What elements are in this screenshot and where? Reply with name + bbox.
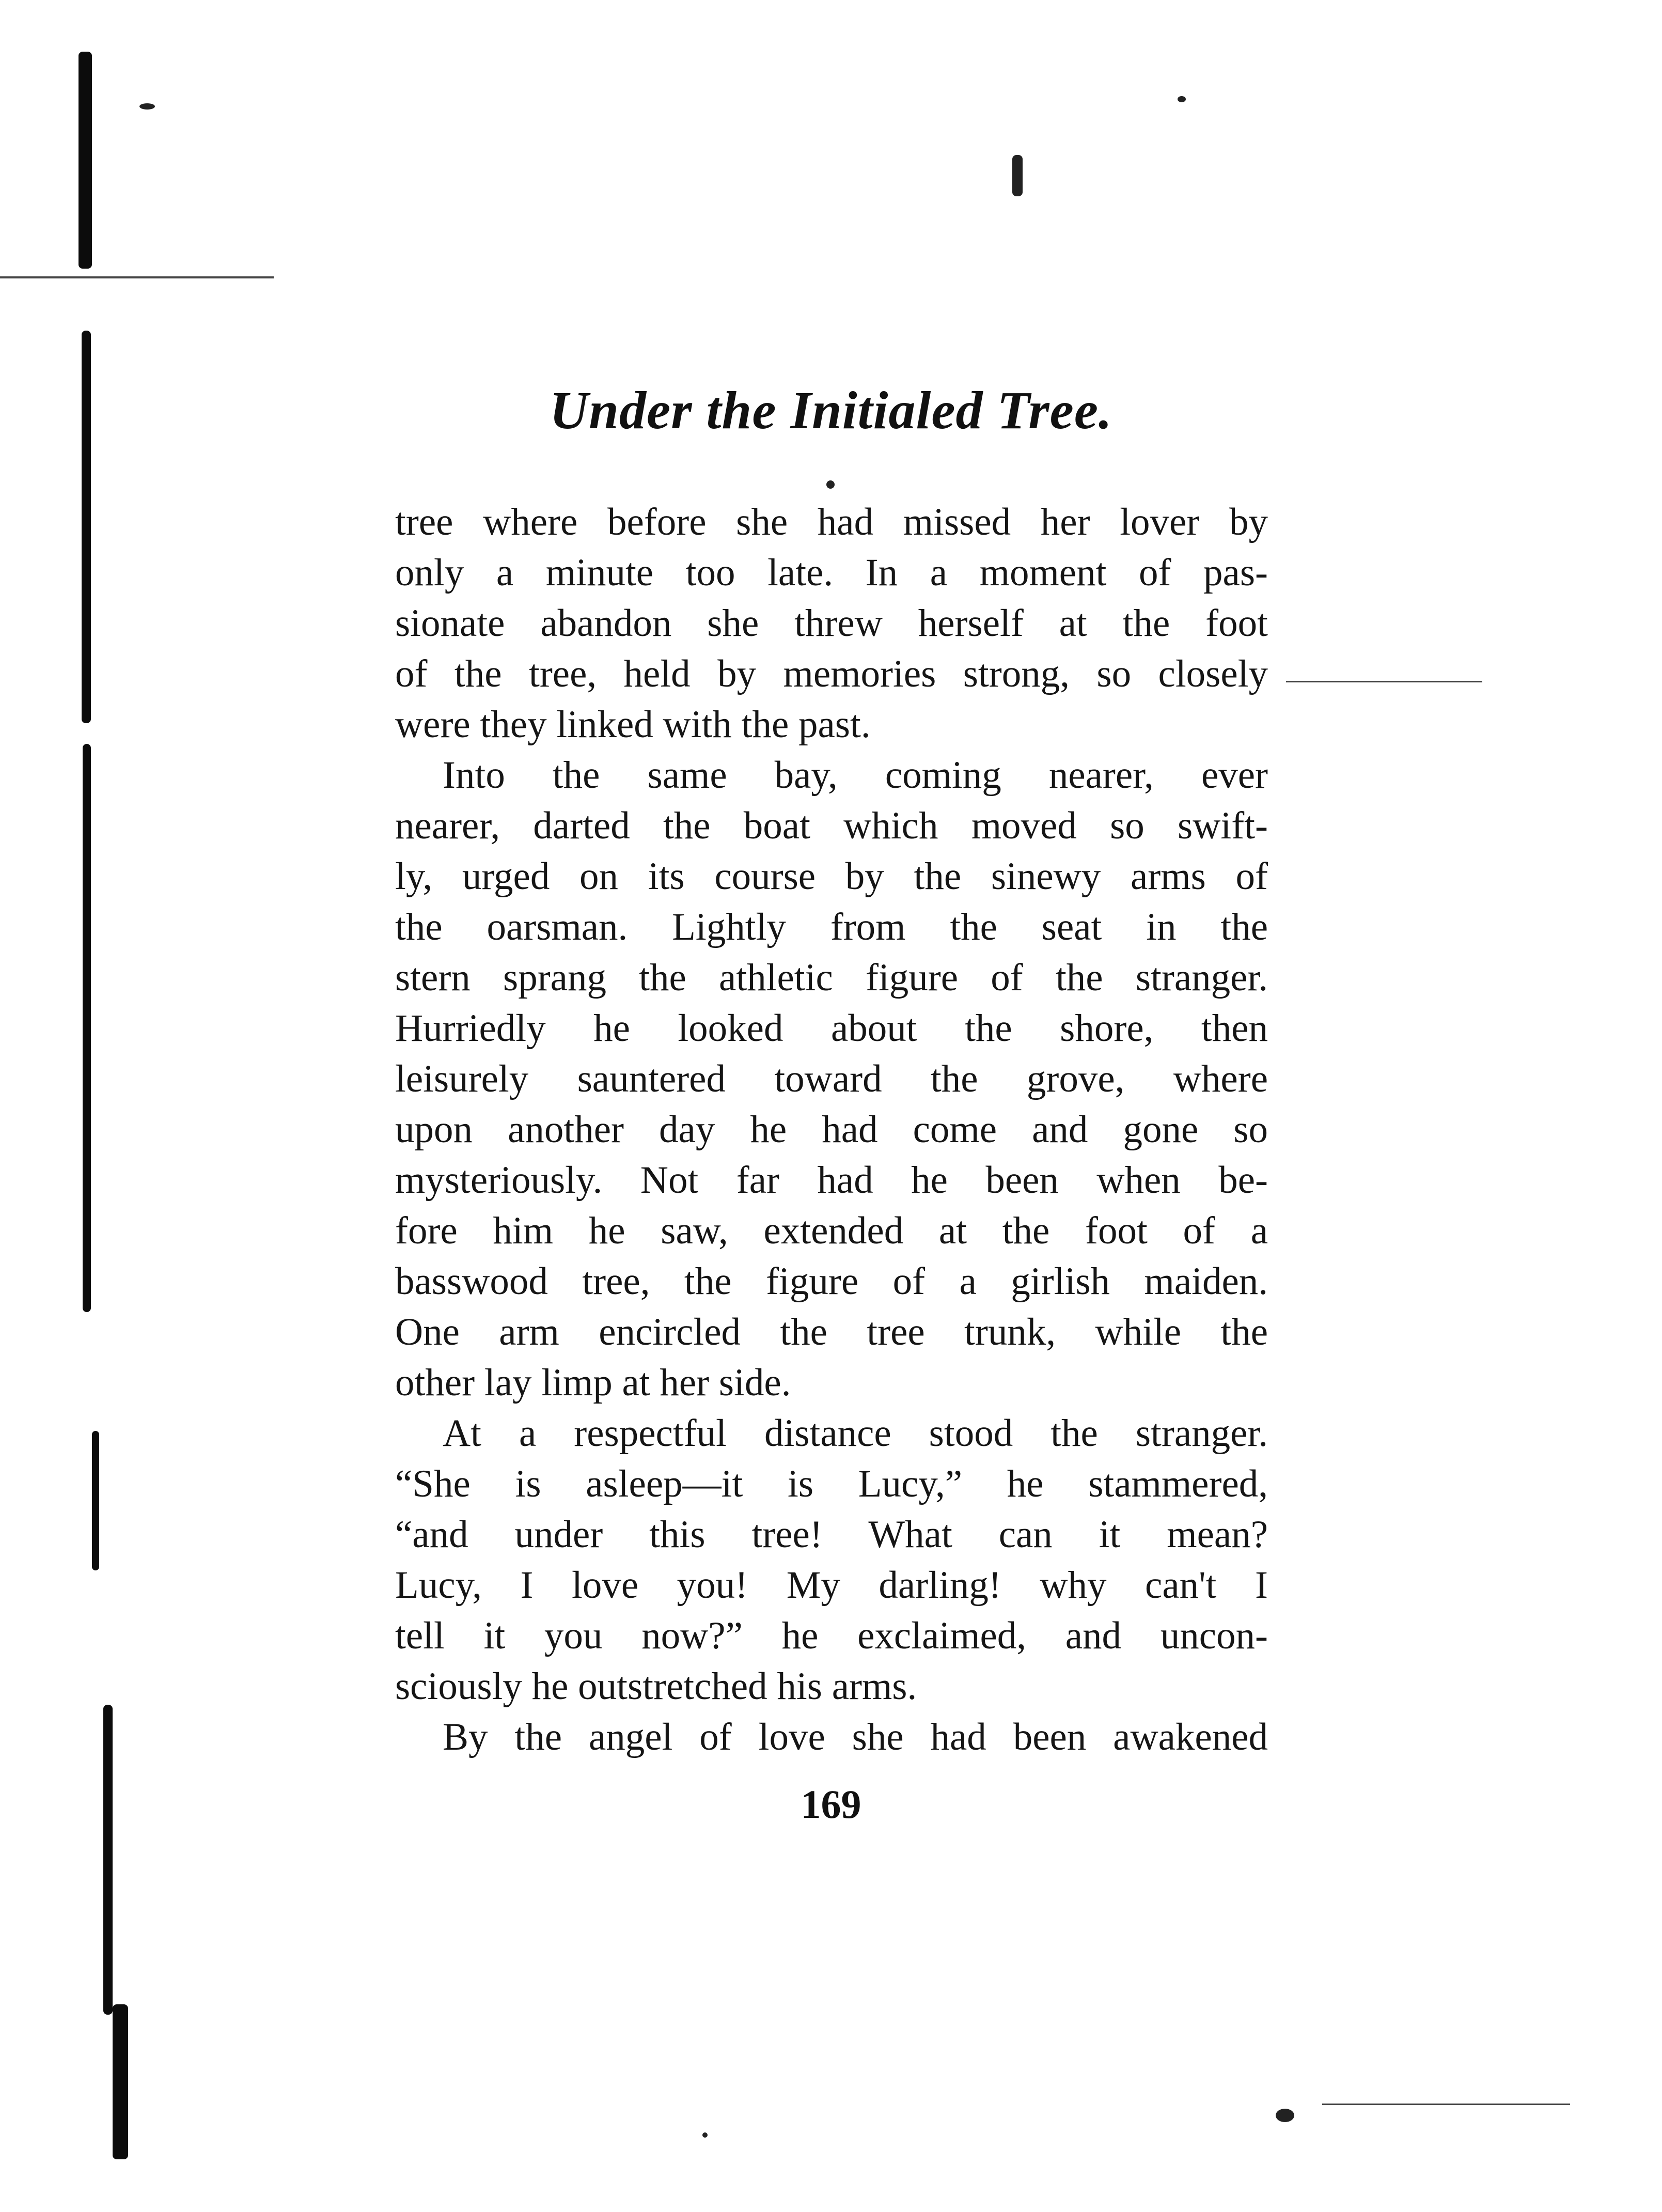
text-line: were they linked with the past. [395, 703, 871, 746]
text-line: Into the same bay, coming nearer, ever [443, 754, 1268, 797]
speck [139, 103, 155, 110]
text-line: Hurriedly he looked about the shore, then [395, 1007, 1268, 1050]
text-line: Lucy, I love you! My darling! why can't I [395, 1564, 1268, 1607]
text-line: of the tree, held by memories strong, so closely [395, 652, 1268, 695]
binding-shadow-foot [113, 2004, 128, 2159]
paragraph [395, 497, 1268, 750]
text-line: tell it you now?” he exclaimed, and uncon- [395, 1614, 1268, 1657]
text-line: mysteriously. Not far had he been when be- [395, 1159, 1268, 1202]
text-line: tree where before she had missed her lover by [395, 501, 1268, 543]
speck [1178, 96, 1186, 102]
speck [1012, 155, 1023, 196]
paragraph [395, 1712, 1268, 1763]
text-line: ly, urged on its course by the sinewy arms of [395, 855, 1268, 898]
text-line: the oarsman. Lightly from the seat in the [395, 906, 1268, 948]
binding-shadow-top [79, 52, 92, 269]
running-head: Under the Initialed Tree. [550, 381, 1112, 440]
text-line: sionate abandon she threw herself at the foot [395, 602, 1268, 645]
scan-artifact-line-foot [1322, 2104, 1570, 2105]
text-line: only a minute too late. In a moment of pas- [395, 551, 1268, 594]
speck [702, 2132, 708, 2138]
text-line: “She is asleep—it is Lucy,” he stammered, [395, 1462, 1268, 1505]
scan-artifact-line-right [1286, 681, 1482, 682]
scan-artifact-line-left [0, 276, 274, 278]
text-line: leisurely sauntered toward the grove, where [395, 1057, 1268, 1100]
text-line: At a respectful distance stood the stranger. [443, 1412, 1268, 1455]
binding-shadow-lower [83, 744, 91, 1312]
text-line: fore him he saw, extended at the foot of a [395, 1209, 1268, 1252]
speck [1276, 2109, 1294, 2122]
binding-shadow-small [92, 1431, 99, 1570]
text-line: stern sprang the athletic figure of the stranger. [395, 956, 1268, 999]
text-line: “and under this tree! What can it mean? [395, 1513, 1268, 1556]
text-line: One arm encircled the tree trunk, while the [395, 1311, 1268, 1353]
paragraph [395, 750, 1268, 1408]
text-line: basswood tree, the figure of a girlish maiden. [395, 1260, 1268, 1303]
page-number: 169 [801, 1782, 861, 1827]
text-line: upon another day he had come and gone so [395, 1108, 1268, 1151]
speck [826, 480, 835, 489]
text-line: sciously he outstretched his arms. [395, 1665, 917, 1708]
text-line: By the angel of love she had been awakened [443, 1716, 1268, 1758]
text-line: nearer, darted the boat which moved so swift- [395, 804, 1268, 847]
body-text [395, 497, 1268, 1763]
text-line: other lay limp at her side. [395, 1361, 791, 1404]
binding-shadow-bottom [103, 1705, 113, 2015]
paragraph [395, 1408, 1268, 1712]
